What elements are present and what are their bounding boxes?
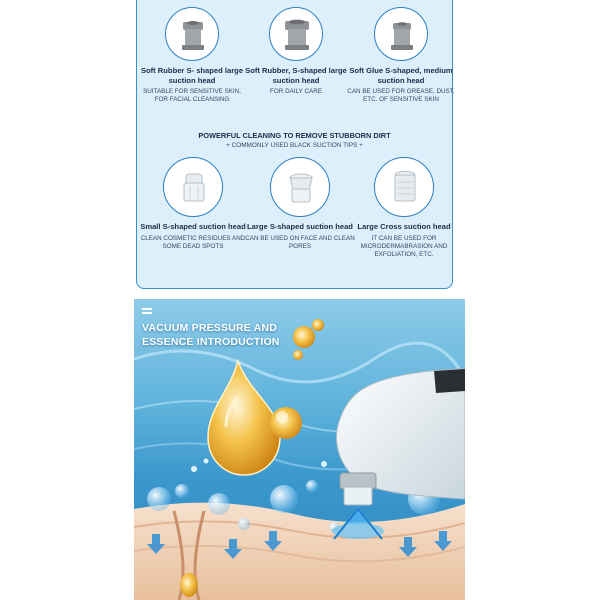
clear-large-tip-icon [270, 157, 330, 217]
menu-lines-icon [142, 308, 152, 316]
head-name: Large S-shaped suction head [247, 222, 353, 231]
gray-s-tip-icon [165, 7, 219, 61]
section-heading: POWERFUL CLEANING TO REMOVE STUBBORN DIRT [198, 131, 391, 140]
head-card-small-s [138, 157, 248, 251]
photo-title-line-1: VACUUM PRESSURE AND [142, 322, 278, 334]
suction-heads-panel [136, 0, 453, 289]
head-card-large-s [245, 157, 355, 251]
head-name: Small S-shaped suction head [140, 222, 246, 231]
head-card-soft-glue-medium [346, 7, 456, 105]
gray-large-tip-icon [269, 7, 323, 61]
head-description: FOR DAILY CARE [270, 88, 322, 95]
vacuum-essence-illustration [134, 299, 465, 600]
head-description: CLEAN COSMETIC RESIDUES AND SOME DEAD SPOTS [140, 234, 246, 250]
head-description: CAN BE USED FOR GREASE, DUST, ETC. OF SENSITIVE SKIN [347, 88, 455, 104]
photo-title [142, 321, 280, 349]
gray-medium-tip-icon [374, 7, 428, 61]
head-name: Large Cross suction head [357, 222, 451, 231]
clear-cross-tip-icon [374, 157, 434, 217]
section-subheading: + COMMONLY USED BLACK SUCTION TIPS + [226, 142, 363, 149]
head-description: IT CAN BE USED FOR MICRODERMABRASION AND EXFOLIATION, ETC. [360, 234, 448, 259]
head-description: CAN BE USED ON FACE AND CLEAN PORES [245, 234, 355, 250]
head-name: Soft Glue S-shaped, medium suction head [349, 66, 453, 85]
head-card-soft-s-large [137, 7, 247, 105]
head-card-large-cross [349, 157, 459, 259]
head-name: Soft Rubber, S-shaped large suction head [245, 66, 347, 85]
head-name: Soft Rubber S- shaped large suction head [140, 66, 244, 85]
head-card-soft-s-large-daily [241, 7, 351, 96]
head-description: SUITABLE FOR SENSITIVE SKIN, FOR FACIAL CLEANSING [143, 88, 241, 104]
clear-small-tip-icon [163, 157, 223, 217]
photo-title-line-2: ESSENCE INTRODUCTION [142, 336, 280, 348]
